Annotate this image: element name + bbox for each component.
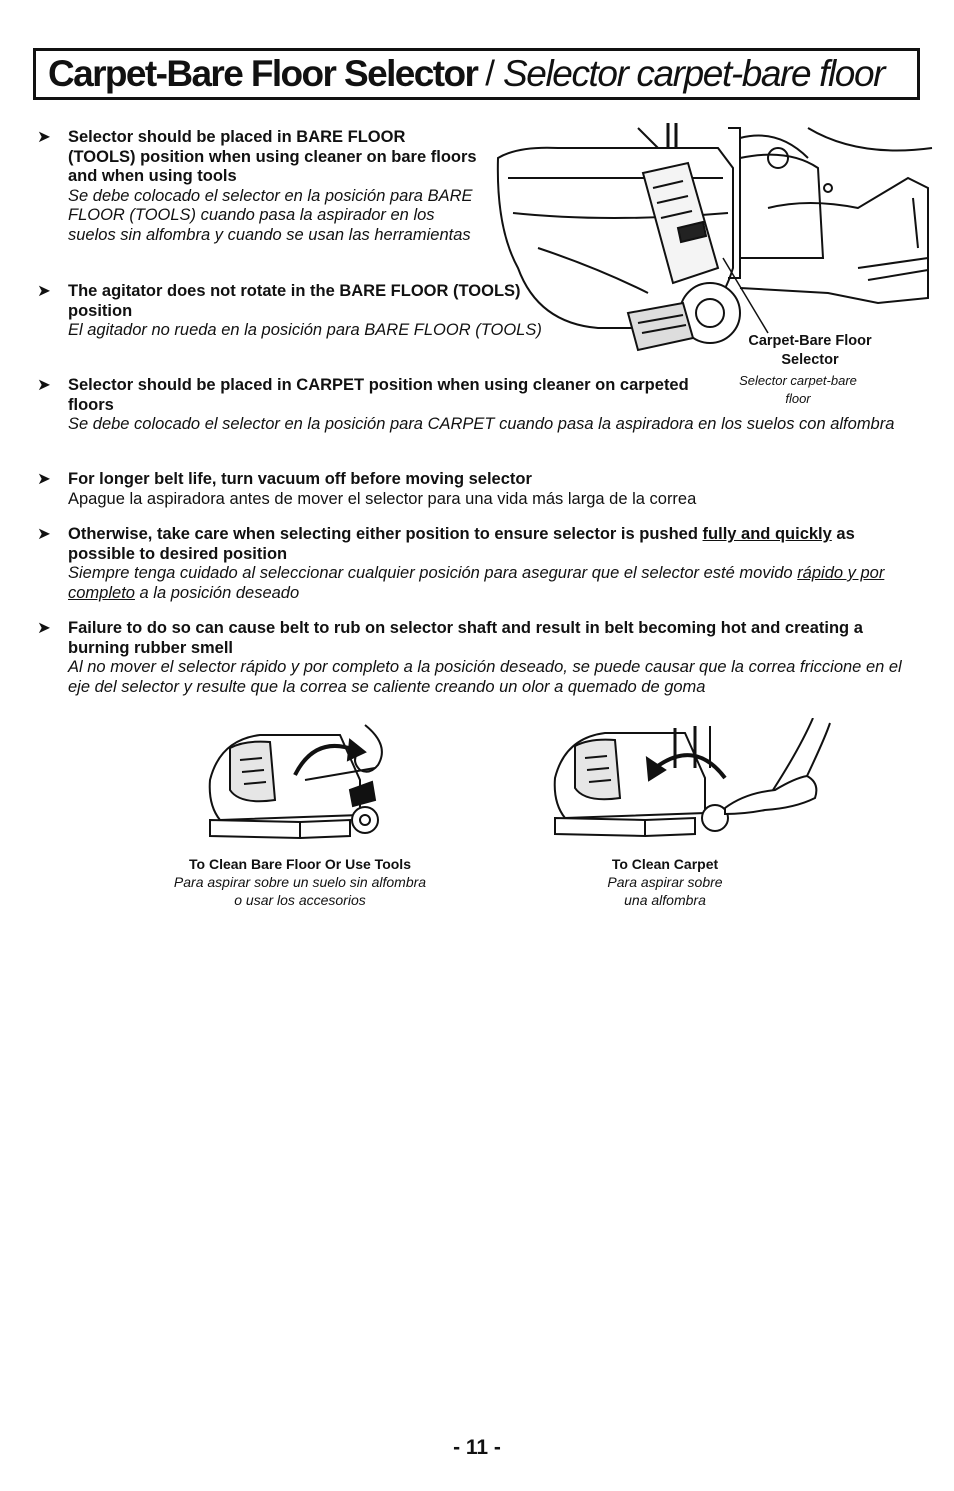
bullet-3-english: Selector should be placed in CARPET position when using cleaner on carpeted floors (68, 376, 689, 414)
bullet-1-english: Selector should be placed in BARE FLOOR (TOOLS) position when using cleaner on bare floors and when using tools (68, 128, 477, 185)
figure-1-caption-english: To Clean Bare Floor Or Use Tools (189, 856, 411, 872)
bullet-3-spanish: Se debe colocado el selector en la posición para CARPET cuando pasa la aspiradora en los suelos con alfombra (68, 415, 895, 433)
bullet-arrow-icon: ➤ (37, 282, 51, 300)
title-spanish: Selector carpet-bare floor (502, 53, 885, 94)
bullet-1 (37, 128, 477, 245)
carpet-illustration (545, 718, 835, 843)
bare-floor-illustration (200, 720, 400, 845)
bullet-4 (37, 470, 917, 509)
selector-label-english: Carpet-Bare Floor Selector (748, 333, 872, 368)
selector-label (740, 332, 880, 370)
bullet-4-spanish: Apague la aspiradora antes de mover el selector para una vida más larga de la correa (68, 489, 697, 508)
bullet-arrow-icon: ➤ (37, 525, 51, 543)
bullet-2-spanish: El agitador no rueda en la posición para BARE FLOOR (TOOLS) (68, 321, 542, 339)
bullet-5-spanish: Siempre tenga cuidado al seleccionar cualquier posición para asegurar que el selector esté movido rápido y por completo a la posición deseado (68, 564, 885, 602)
bullet-4-english: For longer belt life, turn vacuum off before moving selector (68, 470, 532, 488)
figure-1-caption (150, 855, 450, 909)
figure-2-caption-english: To Clean Carpet (611, 856, 719, 872)
bullet-arrow-icon: ➤ (37, 619, 51, 637)
page-number: - 11 - (453, 1436, 501, 1459)
bullet-6 (37, 619, 917, 697)
bullet-arrow-icon: ➤ (37, 470, 51, 488)
bullet-2-english: The agitator does not rotate in the BARE FLOOR (TOOLS) position (68, 282, 521, 320)
bullet-1-spanish: Se debe colocado el selector en la posición para BARE FLOOR (TOOLS) cuando pasa la aspirador en los suelos sin alfombra y cuando se usan las herramientas (68, 186, 473, 244)
bullet-5-english: Otherwise, take care when selecting either position to ensure selector is pushed fully and quickly as possible to desired position (68, 525, 855, 563)
title-separator: / (485, 54, 495, 93)
figure-1-caption-spanish: Para aspirar sobre un suelo sin alfombra o usar los accesorios (173, 874, 427, 908)
title-english: Carpet-Bare Floor Selector (48, 53, 478, 94)
bullet-6-spanish: Al no mover el selector rápido y por completo a la posición deseado, se puede causar que la correa friccione en el eje del selector y resulte que la correa se caliente creando un olor a quemado de goma (68, 658, 902, 696)
title-box (33, 48, 920, 100)
figure-2-caption (550, 855, 780, 909)
bullet-arrow-icon: ➤ (37, 128, 51, 146)
selector-label-spanish: Selector carpet-bare floor (739, 373, 857, 406)
bullet-6-english: Failure to do so can cause belt to rub on selector shaft and result in belt becoming hot and creating a burning rubber smell (68, 619, 863, 657)
figure-2-caption-spanish: Para aspirar sobre una alfombra (607, 874, 723, 908)
bullet-arrow-icon: ➤ (37, 376, 51, 394)
emphasis-underline: fully and quickly (702, 525, 832, 543)
vacuum-selector-illustration (478, 118, 933, 368)
emphasis-underline: rápido y por completo (68, 564, 885, 602)
bullet-5 (37, 525, 917, 603)
